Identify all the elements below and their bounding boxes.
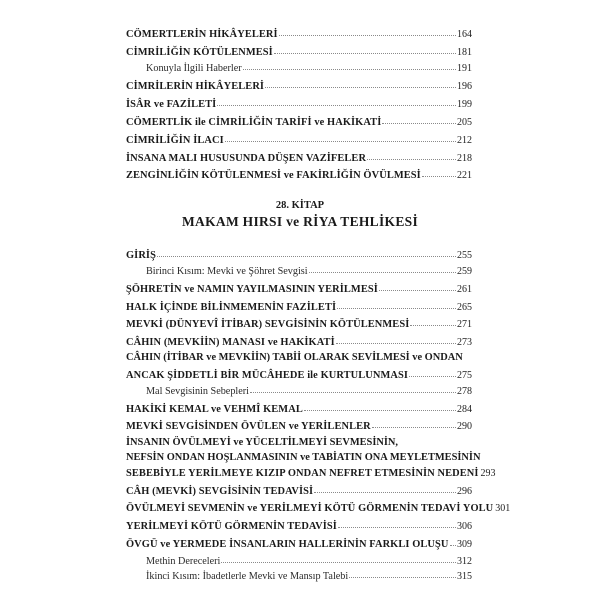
toc-entry-title: YERİLMEYİ KÖTÜ GÖRMENİN TEDAVİSİ xyxy=(126,521,337,532)
dot-leader xyxy=(337,300,456,310)
toc-entry-page: 315 xyxy=(457,571,472,582)
toc-entry-title: ÖVÜLMEYİ SEVMENİN ve YERİLMEYİ KÖTÜ GÖRMENİN TEDAVİ YOLU xyxy=(126,503,494,514)
dot-leader xyxy=(221,554,456,564)
toc-entry-title: HALK İÇİNDE BİLİNMEMENİN FAZİLETİ xyxy=(126,302,337,313)
toc-entry-title: ŞÖHRETİN ve NAMIN YAYILMASININ YERİLMESİ xyxy=(126,284,378,295)
toc-entry-title: CİMRİLERİN HİKÂYELERİ xyxy=(126,81,265,92)
toc-entry-title: GİRİŞ xyxy=(126,250,156,261)
toc-entry-page: 309 xyxy=(457,539,472,550)
dot-leader xyxy=(372,419,456,429)
toc-entry-page: 191 xyxy=(457,63,472,74)
toc-entry-title: CİMRİLİĞİN KÖTÜLENMESİ xyxy=(126,47,273,58)
dot-leader xyxy=(279,27,456,37)
dot-leader xyxy=(349,569,456,579)
toc-entry-page: 296 xyxy=(457,486,472,497)
toc-entry-title: SEBEBİYLE YERİLMEYE KIZIP ONDAN NEFRET ETMESİNİN NEDENİ xyxy=(126,468,479,479)
toc-entry-page: 290 xyxy=(457,421,472,432)
book-title: MAKAM HIRSI ve RİYA TEHLİKESİ xyxy=(182,214,418,229)
toc-entry xyxy=(126,282,472,297)
dot-leader xyxy=(274,45,456,55)
toc-entry-title: CÖMERTLERİN HİKÂYELERİ xyxy=(126,29,278,40)
toc-entry-page: 181 xyxy=(457,47,472,58)
toc-entry-page: 265 xyxy=(457,302,472,313)
toc-entry xyxy=(126,501,511,516)
toc-entry-title: Methin Dereceleri xyxy=(146,556,221,567)
dot-leader xyxy=(243,61,456,71)
dot-leader xyxy=(314,484,456,494)
toc-entry xyxy=(126,300,472,315)
toc-entry xyxy=(126,27,472,42)
dot-leader xyxy=(379,282,456,292)
toc-entry xyxy=(126,484,472,499)
toc-entry-title-line: İNSANIN ÖVÜLMEYİ ve YÜCELTİLMEYİ SEVMESİNİN, xyxy=(126,437,399,448)
toc-entry-title: HAKİKİ KEMAL ve VEHMÎ KEMAL xyxy=(126,404,303,415)
toc-entry xyxy=(126,151,472,166)
toc-entry xyxy=(126,519,472,534)
toc-entry-title: CİMRİLİĞİN İLACI xyxy=(126,135,224,146)
toc-entry xyxy=(126,115,472,130)
toc-entry-page: 212 xyxy=(457,135,472,146)
toc-entry-page: 164 xyxy=(457,29,472,40)
toc-entry-title: İNSANA MALI HUSUSUNDA DÜŞEN VAZİFELER xyxy=(126,153,367,164)
toc-entry-title: ÖVGÜ ve YERMEDE İNSANLARIN HALLERİNİN FARKLI OLUŞU xyxy=(126,539,449,550)
toc-entry xyxy=(126,419,472,434)
toc-entry-title: Birinci Kısım: Mevki ve Şöhret Sevgisi xyxy=(146,266,308,277)
dot-leader xyxy=(409,368,456,378)
toc-entry-title: ANCAK ŞİDDETLİ BİR MÜCÂHEDE ile KURTULUNMASI xyxy=(126,370,409,381)
toc-entry xyxy=(126,368,472,383)
toc-entry-page: 196 xyxy=(457,81,472,92)
toc-entry xyxy=(126,335,472,350)
toc-entry xyxy=(126,537,472,552)
toc-entry-title: MEVKİ (DÜNYEVÎ İTİBAR) SEVGİSİNİN KÖTÜLENMESİ xyxy=(126,319,410,330)
toc-subentry xyxy=(146,554,472,569)
toc-entry-page: 261 xyxy=(457,284,472,295)
toc-entry-page: 278 xyxy=(457,386,472,397)
toc-entry xyxy=(126,317,472,332)
toc-entry-page: 271 xyxy=(457,319,472,330)
book-number-label: 28. KİTAP xyxy=(275,200,325,211)
toc-entry-title: MEVKİ SEVGİSİNDEN ÖVÜLEN ve YERİLENLER xyxy=(126,421,371,432)
toc-entry-page: 259 xyxy=(457,266,472,277)
toc-subentry xyxy=(146,569,472,584)
toc-entry-page: 284 xyxy=(457,404,472,415)
toc-entry-page: 205 xyxy=(457,117,472,128)
dot-leader xyxy=(265,79,456,89)
toc-entry-page: 199 xyxy=(457,99,472,110)
toc-entry-title: Konuyla İlgili Haberler xyxy=(146,63,242,74)
toc-entry-page: 306 xyxy=(457,521,472,532)
dot-leader xyxy=(225,133,456,143)
dot-leader xyxy=(304,402,456,412)
dot-leader xyxy=(250,384,456,394)
toc-entry xyxy=(126,133,472,148)
dot-leader xyxy=(336,335,456,345)
toc-entry-page: 218 xyxy=(457,153,472,164)
dot-leader xyxy=(338,519,456,529)
toc-entry-page: 293 xyxy=(480,468,496,479)
toc-subentry xyxy=(146,264,472,279)
dot-leader xyxy=(410,317,456,327)
toc-entry-page: 312 xyxy=(457,556,472,567)
toc-entry xyxy=(126,79,472,94)
dot-leader xyxy=(217,97,456,107)
toc-entry xyxy=(126,248,472,263)
toc-entry-title-line: CÂHIN (İTİBAR ve MEVKİİN) TABİİ OLARAK SEVİLMESİ ve ONDAN xyxy=(126,352,463,363)
dot-leader xyxy=(450,537,456,547)
toc-entry xyxy=(126,466,496,481)
toc-entry-title: ZENGİNLİĞİN KÖTÜLENMESİ ve FAKİRLİĞİN ÖVÜLMESİ xyxy=(126,170,421,181)
dot-leader xyxy=(309,264,456,274)
toc-entry-title: CÂH (MEVKİ) SEVGİSİNİN TEDAVİSİ xyxy=(126,486,314,497)
toc-entry xyxy=(126,97,472,112)
toc-entry xyxy=(126,45,472,60)
toc-entry-page: 275 xyxy=(457,370,472,381)
toc-entry-page: 273 xyxy=(457,337,472,348)
toc-entry-title-line: NEFSİN ONDAN HOŞLANMASININ ve TABİATIN ONA MEYLETMESİNİN xyxy=(126,452,481,463)
toc-entry xyxy=(126,168,472,183)
toc-subentry xyxy=(146,384,472,399)
dot-leader xyxy=(367,151,456,161)
dot-leader xyxy=(382,115,456,125)
toc-entry xyxy=(126,402,472,417)
toc-entry-page: 221 xyxy=(457,170,472,181)
dot-leader xyxy=(422,168,456,178)
toc-entry-title: İkinci Kısım: İbadetlerle Mevki ve Mansıp Talebi xyxy=(146,571,349,582)
toc-entry-title: İSÂR ve FAZİLETİ xyxy=(126,99,217,110)
toc-entry-title: CÂHIN (MEVKİİN) MANASI ve HAKİKATİ xyxy=(126,337,335,348)
toc-entry-page: 301 xyxy=(495,503,511,514)
toc-entry-page: 255 xyxy=(457,250,472,261)
toc-entry-title: CÖMERTLİK ile CİMRİLİĞİN TARİFİ ve HAKİKATİ xyxy=(126,117,382,128)
toc-entry-title: Mal Sevgisinin Sebepleri xyxy=(146,386,249,397)
toc-subentry xyxy=(146,61,472,76)
dot-leader xyxy=(157,248,456,258)
